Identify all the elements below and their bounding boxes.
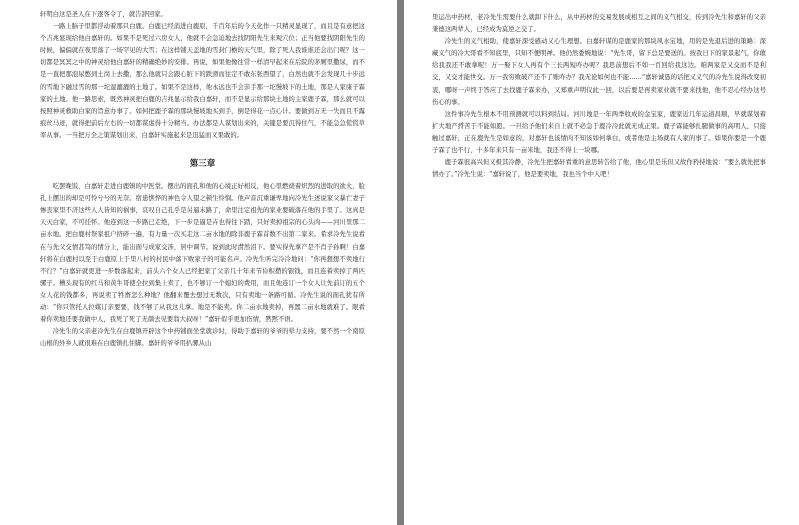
paragraph: 冷先生的父亲老冷先生在白鹿镇开辟这个中药铺面坐堂就诊时，得助于嘉轩的爷爷的晕力支持，要不然一个南原山根的外乡人就很难在白鹿镇扎住脚。嘉轩的爷爷用扒骡从山 — [40, 328, 365, 348]
paragraph: 鹿子霖很高兴但又极其冷静，冷先生把嘉轩看重的意思转告给了他，他心里是乐但又故作矜持地说：“要么就先把事情办了。”冷先生说：“嘉轩说了，他是要卖地，我也当个中人吧！ — [432, 159, 766, 179]
right-page — [404, 0, 799, 525]
page-gutter — [397, 0, 404, 525]
paragraph: 一路上脑子里都浮动着那只白鹿。白鹿已经消进白鹿原，千百年后的今天化作一只精灵显现了，而且是有意把这个吉兆显现给他白嘉轩的。如果不是死过六房女人，他就不会急迫地去找阴阳先生来观穴位；正当他要找阴阳先生的时候，偏偏就在夜里落了一场罕见的大雪；在这样铺天盖地的雪封门檐的天气里，除了死人我谁谁还会出门呢？这一切都是冥冥之中的神灵给他白嘉轩的精确绝妙的安排。再说，如果他像往常一样清早起来在后院的茅厕里撒尿，而不是一直把那泡尿憋到土岗上去撒，那么他就只会跟心脏下的跌滑而往定不敢东张西望了，白然也就不会发现几十步远的雪地下融过雪的那一坨湿漉漉的土地了。如果不是这样，他永远也不会亲手那一坨慢坡下的土地，那是人家康子霖家的土地。他一路思索，既然神灵把白鹿的吉兆显示给我白嘉轩，而不是显示给那块土地的主家鹿子霖，那么就可以按照神灵救助白家的旨意办事了。如何把鹿子霖的那块慢坡地买到手，倒是得花一点心计。要做到万无一失而且不露痕丝马迹，就得把前后左右的一切都谋虑得十分精当。办法都是人谋划出来的，关键是要沉得住气，不能急急慌慌草率从事。一当把万全之策谋划出来，白嘉轩实施起来是迅猛而又果敢的。 — [40, 23, 365, 139]
paragraph: 冷先生的义气相助，使嘉轩深受感动又心生理想。白嘉轩谋的是鹿家的那块风水宝地，用的是先退后进的策略：深藏义气的冷大哥看不知底里，只知不便明禅。他仍然委婉地说：“先生哥，留下总是要送的。按我日下的家景起气，你敢给我我还不敢拿呢！万一娶下女人再有个三长两短咋办呢？我思前想后不如一百回给我这边。咱两家是又交而不是利交，又交才能世交。万一我穷败破产还不了账咋办？我无论如何也不能……”嘉轩诚恳的话把又义气的冷先生说得改变初衷，哪呀一声终于答应了去找鹿子霖来办，又郑重声明仅此一回，以后要是再卖家业就不要来找他，他不忍心经办这号伤心的事。 — [432, 38, 766, 106]
paragraph: 吃罢晚饭，白嘉轩走进白鹿镇的中医堂。摆出的面孔和他的心境正好相反，他心里燃烧着炽烈的进取的欲火，脸孔上摆出的却是可怜兮兮的无奈。宿患憔悴的神色令人望之顿生怜悯。他声音沉重谦卑地向冷先生述说家父暴亡妻子惨丧家里不济这些人人皆知的祸事，哀叹自己孔乎是另逼末路了，命里注定祖先的家业要破落在他的手里了。这真是天灭白家，不可挂怀。他连到这一步路已走绝，下一步是逼是卉也得往下踏，只好卖掉祖宗的心头肉——河川里那二亩水地。把白鹿村祭家祖户挤碎一遍，有力量一次买走这二亩水地的除非鹿子霖首数不出第二家来。希求冷先生说看在与先父交情甚笃的情分上，能出面与成家交涉，居中调节。说到此时潸然泪下。要实得先拿产是不肖子孙啊！白嘉轩将在白鹿村以至于白鹿原上于里八村的村民中落下败家子的可能名声。冷先生听完冷冷地问：“你再想想不卖地行不行？”白嘉轩就更进一步数落起来，前头六个女人已经把家了父亲几十年来节俭积攒的银钱，而且连着卖掉了两匹骡子。槽头现有的红马和黄牛哥使全拉到集上卖了，也不够订一个媳妇的费用，而且他连订一个女人让先前订的五个女人花的钱都多，再说卖了牲畜怎么种地？他翻来覆去想过无数次，只有卖地一条路可循。冷先生说的面孔犹有所动：“你只管托人拉媒订亲要要，钱不够了从我这儿拿。地是不能卖。你二亩水地卖掉，再置二亩水地就难了。眼看着你卖地还要我做中人，我死了死了无颜去见要翁大叔呀！”嘉轩似乎更加伤情，黙黙不语。 — [40, 183, 365, 324]
chapter-title: 第三章 — [189, 159, 216, 170]
left-page — [0, 0, 397, 525]
paragraph: 里运出中药材，老冷先生需要什么就卸下什么，从中药材的交易发展成相互之间的义气相交，传到冷先生和嘉轩的父亲秉德这两辈人，已经成为莫逆之交了。 — [432, 14, 766, 34]
paragraph: 轩明白这是圣人在下逐客令了，就告辞回家。 — [40, 11, 167, 18]
paragraph: 这件事冷先生根本不用预测就可以料到结局。河川地是一年两季收成的金宝家，鹿家近几年运道昌顺，早就谋划着扩大地产捋苦于不能如愿。一旦给予他们来自上就不必急于鹿冷冷此就无成正果。鹿子霖能够扎腿做事的高明人，只接触过嘉轩，正在鹿先生是如意的，对嘉轩也该情肉不知该如何拿白，或者他是主场就有人家的事了。如果你要是一个鹿子霖了也不行，十多年来只有一亩米地，我还不得上一块哪。 — [432, 110, 766, 155]
